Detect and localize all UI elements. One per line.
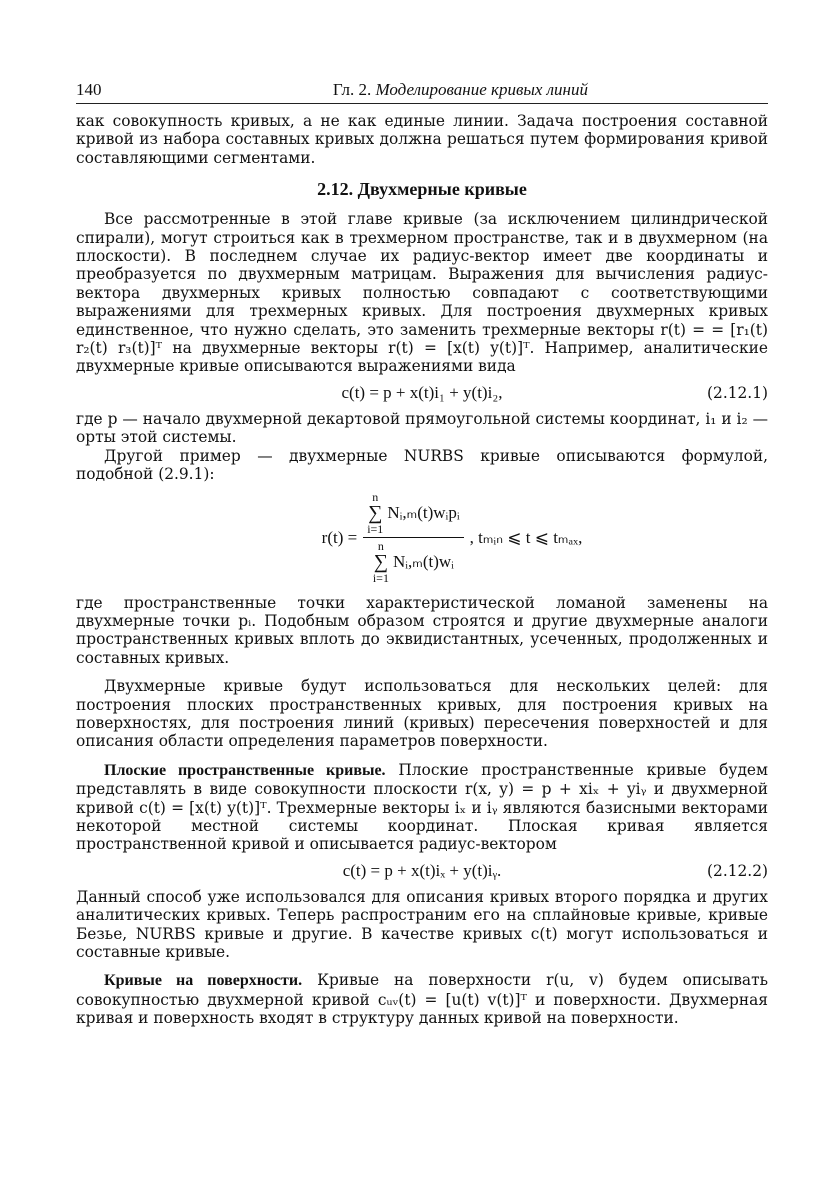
equation-number: (2.12.1) [707,383,768,402]
intro-paragraph: как совокупность кривых, а не как единые линии. Задача построения составной кривой из набора составных кривых должна решаться путем формирования кривой составляющими сегментами. [76,112,768,167]
formula-numerator [363,491,463,535]
sum-lower-limit: i=1 [372,571,389,585]
equation-2-12-2 [76,860,768,882]
numerator-term: Nᵢ,ₘ(t)wᵢpᵢ [387,503,460,522]
paragraph-5: Двухмерные кривые будут использоваться для нескольких целей: для построения плоских пространственных кривых, для построения кривых на поверхностях, для построения линий (кривых) пересечения поверхностей и для описания области определения параметров поверхности. [76,677,768,751]
chapter-number: Гл. 2. [332,80,372,99]
equation-number: (2.12.2) [707,861,768,880]
chapter-title: Моделирование кривых линий [375,80,588,99]
sigma-icon: ∑ [373,551,389,573]
paragraph-7: Данный способ уже использовался для описания кривых второго порядка и других аналитических кривых. Теперь распространим его на сплайновые кривые, кривые Безье, NURBS кривые и другие. В качестве кривых c(t) могут использоваться и составные кривые. [76,887,768,961]
paragraph-6-text: Плоские пространственные кривые будем представлять в виде совокупности плоскости r(x, y) = p + xiₓ + yiᵧ и двухмерной кривой c(t) = [x(t) y(t)]ᵀ. Трехмерные векторы iₓ и iᵧ являются базисными векторами некоторой местной системы координат. Плоская кривая является пространственной кривой и описывается радиус-вектором [76,760,768,854]
paragraph-4: где пространственные точки характеристической ломаной заменены на двухмерные точки pᵢ. Подобным образом строятся и другие двухмерные аналоги пространственных кривых вплоть до эквидистантных, усеченных, продолженных и составных кривых. [76,593,768,667]
formula-condition: , tₘᵢₙ ⩽ t ⩽ tₘₐₓ, [469,527,583,547]
page [76,80,768,1028]
formula-fraction [363,491,463,584]
running-header [76,80,768,104]
sum-symbol [367,491,383,535]
sum-lower-limit: i=1 [367,522,384,536]
nurbs-formula [136,488,768,588]
paragraph-2: где p — начало двухмерной декартовой прямоугольной системы координат, i₁ и i₂ — орты этой системы. [76,409,768,447]
sum-symbol [373,540,389,584]
paragraph-6 [76,761,768,854]
paragraph-1: Все рассмотренные в этой главе кривые (за исключением цилиндрической спирали), могут строиться как в трехмерном пространстве, так и в двухмерном (на плоскости). В последнем случае их радиус-вектор имеет две координаты и преобразуется по двухмерным матрицам. Выражения для вычисления радиус-вектора двухмерных кривых полностью совпадают с соответствующими выражениями для трехмерных кривых. Для построения двухмерных кривых единственное, что нужно сделать, это заменить трехмерные векторы r(t) = = [r₁(t) r₂(t) r₃(t)]ᵀ на двухмерные векторы r(t) = [x(t) y(t)]ᵀ. Например, аналитические двухмерные кривые описываются выражениями вида [76,210,768,376]
paragraph-8-text: Кривые на поверхности r(u, v) будем описывать совокупностью двухмерной кривой cᵤᵥ(t) = [u(t) v(t)]ᵀ и поверхности. Двухмерная кривая и поверхность входят в структуру данных кривой на поверхности. [76,971,769,1028]
paragraph-3: Другой пример — двухмерные NURBS кривые описываются формулой, подобной (2.9.1): [76,446,768,484]
runin-heading-planar: Плоские пространственные кривые. [104,761,386,779]
denominator-term: Nᵢ,ₘ(t)wᵢ [392,552,454,571]
equation-body: c(t) = p + x(t)i₁ + y(t)i₂, [341,382,503,402]
fraction-bar [363,537,463,538]
sum-upper-limit: n [372,490,379,504]
section-title: 2.12. Двухмерные кривые [317,179,527,200]
equation-body: c(t) = p + x(t)iₓ + y(t)iᵧ. [342,860,502,880]
formula-lhs: r(t) = [321,527,358,547]
equation-2-12-1 [76,382,768,404]
sum-upper-limit: n [377,539,384,553]
runin-heading-surface: Кривые на поверхности. [104,972,303,990]
formula-denominator [369,540,458,584]
chapter-heading [333,80,588,100]
paragraph-8 [76,971,768,1027]
sigma-icon: ∑ [368,502,383,524]
page-number: 140 [76,80,102,99]
